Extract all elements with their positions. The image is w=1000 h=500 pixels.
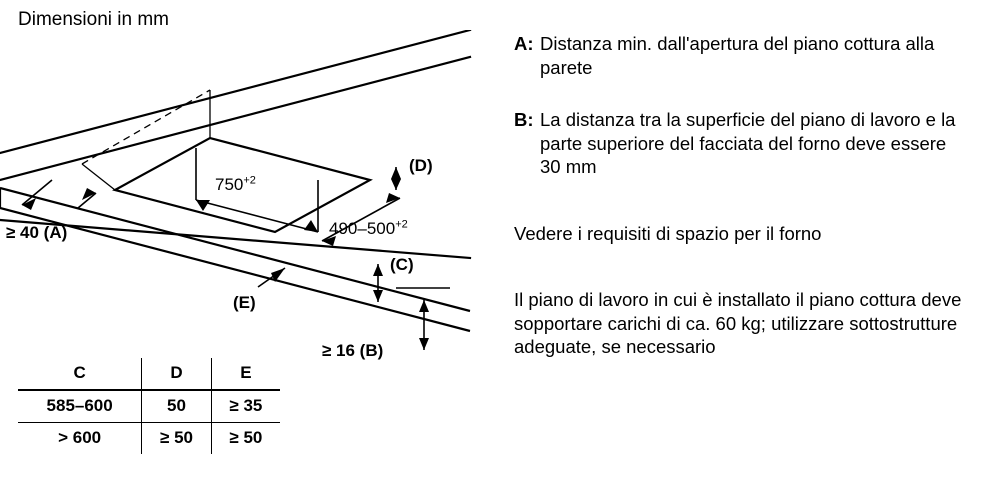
table-header-d: D [142, 358, 212, 390]
label-cutout-width [215, 174, 256, 195]
table-body [18, 390, 280, 454]
dim-a-arrowheads [22, 188, 96, 210]
note-worktop-load: Il piano di lavoro in cui è installato il piano cottura deve sopportare carichi di ca. 60 kg; utilizzare sottostrutture adeguate, se necessario [514, 289, 962, 358]
installation-drawing [0, 30, 500, 360]
label-cutout-width-value: 750 [215, 175, 244, 194]
note-b-text: La distanza tra la superficie del piano di lavoro e la parte superiore del facciata del forno deve essere 30 mm [540, 109, 956, 178]
dim-d-arrowheads [391, 167, 401, 190]
label-c: (C) [390, 255, 414, 274]
table-row [18, 390, 280, 423]
note-b [514, 108, 969, 179]
label-cutout-width-tolerance: +2 [243, 174, 256, 187]
note-b-row [514, 108, 969, 179]
label-cutout-depth-tolerance: +2 [395, 218, 408, 231]
label-b-min: ≥ 16 (B) [322, 341, 384, 360]
table-row [18, 423, 280, 455]
note-b-key: B: [514, 109, 534, 130]
table-header-row [18, 358, 280, 390]
dimensions-table-wrapper [18, 358, 280, 454]
note-a-row [514, 32, 954, 79]
label-d: (D) [409, 156, 433, 175]
table-cell-e: ≥ 50 [229, 428, 263, 447]
table-cell-d: 50 [142, 390, 212, 423]
dimensions-table [18, 358, 280, 454]
label-min-wall-distance: ≥ 40 (A) [6, 223, 68, 242]
note-oven-space: Vedere i requisiti di spazio per il forno [514, 223, 822, 244]
note-a-text: Distanza min. dall'apertura del piano cottura alla parete [540, 33, 935, 78]
worktop-back-edge-2 [0, 57, 470, 180]
construction-line-left [82, 164, 115, 190]
table-header-c: C [18, 358, 142, 390]
note-a-key: A: [514, 33, 534, 54]
table-cell-c: > 600 [18, 423, 142, 455]
table-cell-d: ≥ 50 [142, 423, 212, 455]
note-a [514, 32, 954, 79]
label-cutout-depth-value: 490–500 [329, 219, 396, 238]
table-cell-c: 585–600 [18, 390, 142, 423]
label-e: (E) [233, 293, 256, 312]
page-title: Dimensioni in mm [18, 9, 169, 30]
table-cell-e: ≥ 35 [211, 390, 280, 423]
table-header-e: E [211, 358, 280, 390]
table-header [18, 358, 280, 390]
worktop-back-edge [0, 30, 470, 153]
label-cutout-depth [329, 218, 408, 239]
